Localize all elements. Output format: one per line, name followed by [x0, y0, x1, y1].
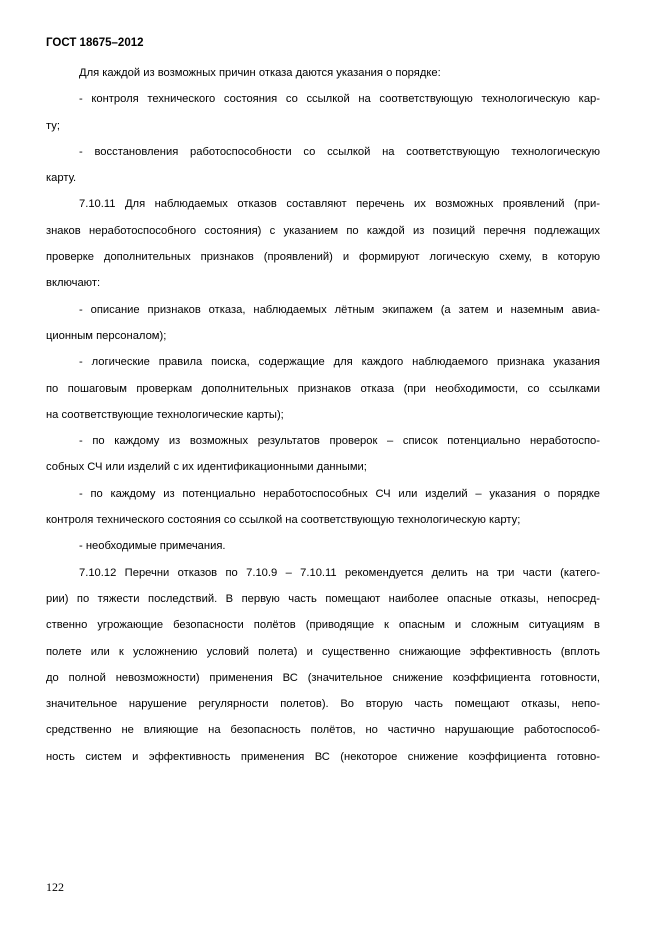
text-line: - по каждому из возможных результатов проверок – список потенциально неработоспо- [79, 435, 600, 448]
text-line: собных СЧ или изделий с их идентификационными данными; [46, 461, 367, 474]
text-line: ционным персоналом); [46, 329, 167, 342]
text-line: на соответствующие технологические карты); [46, 408, 284, 421]
text-line: по пошаговым проверкам дополнительных признаков отказа (при необходимости, со ссылками [46, 382, 600, 395]
text-line: ность систем и эффективность применения ВС (некоторое снижение коэффициента готовно- [46, 750, 600, 763]
text-line: - восстановления работоспособности со ссылкой на соответствующую технологическую [79, 145, 600, 158]
document-header: ГОСТ 18675–2012 [46, 37, 144, 49]
text-line: 7.10.11 Для наблюдаемых отказов составляют перечень их возможных проявлений (при- [79, 198, 600, 211]
text-line: включают: [46, 277, 101, 290]
text-line: - описание признаков отказа, наблюдаемых лётным экипажем (а затем и наземным авиа- [79, 303, 600, 316]
text-line: - по каждому из потенциально неработоспособных СЧ или изделий – указания о порядке [79, 487, 600, 500]
text-line: ственно угрожающие безопасности полётов (приводящие к опасным и сложным ситуациям в [46, 619, 600, 632]
text-line: ту; [46, 119, 60, 132]
text-line: карту. [46, 172, 77, 185]
text-line: 7.10.12 Перечни отказов по 7.10.9 – 7.10.11 рекомендуется делить на три части (катего- [79, 566, 600, 579]
text-line: проверке дополнительных признаков (проявлений) и формируют логическую схему, в которую [46, 251, 600, 264]
text-line: значительное нарушение регулярности полетов). Во вторую часть помещают отказы, непо- [46, 698, 600, 711]
text-line: - контроля технического состояния со ссылкой на соответствующую технологическую кар- [79, 93, 600, 106]
text-line: рии) по тяжести последствий. В первую часть помещают наиболее опасные отказы, непосред- [46, 592, 600, 605]
text-line: средственно не влияющие на безопасность полётов, но частично нарушающие работоспособ- [46, 724, 600, 737]
text-line: Для каждой из возможных причин отказа даются указания о порядке: [79, 67, 441, 79]
text-line: контроля технического состояния со ссылкой на соответствующую технологическую карту; [46, 514, 521, 527]
text-line: полете или к усложнению условий полета) и существенно снижающие эффективность (вплоть [46, 645, 600, 658]
text-line: знаков неработоспособного состояния) с указанием по каждой из позиций перечня подлежащих [46, 224, 600, 237]
text-line: до полной невозможности) применения ВС (значительное снижение коэффициента готовности, [46, 671, 600, 684]
text-line: - необходимые примечания. [79, 540, 226, 553]
page-number: 122 [46, 880, 64, 894]
text-line: - логические правила поиска, содержащие для каждого наблюдаемого признака указания [79, 356, 600, 369]
body-text [46, 60, 600, 770]
